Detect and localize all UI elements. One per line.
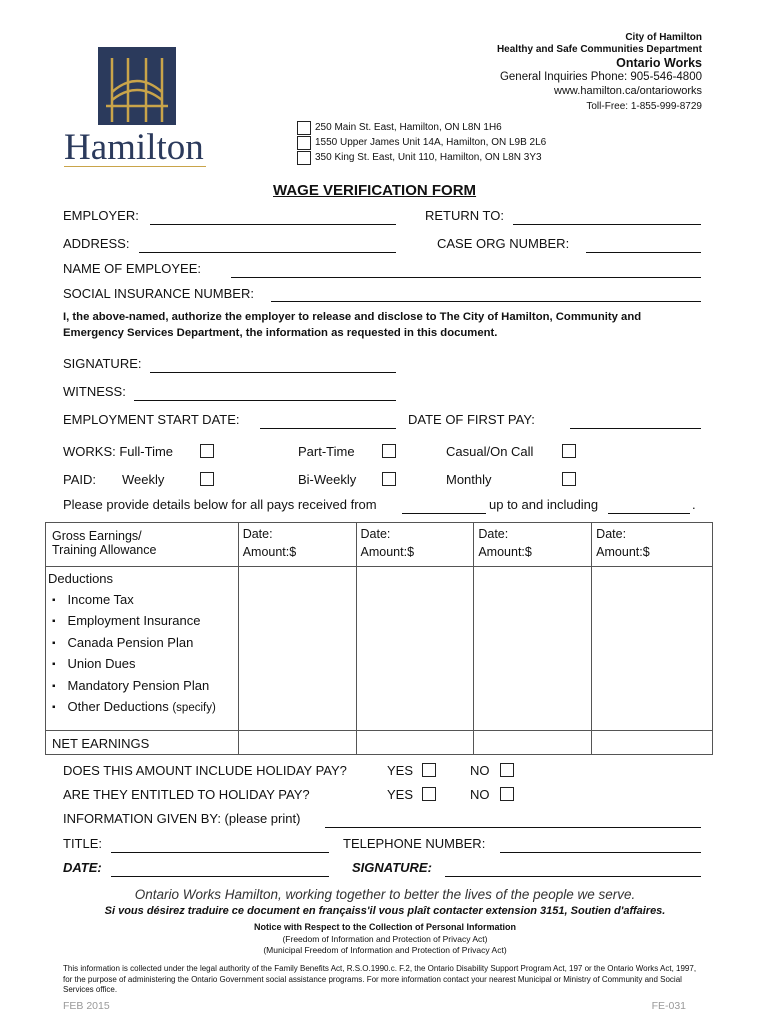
provide-details-text: Please provide details below for all pays received from bbox=[63, 497, 377, 512]
header-city: City of Hamilton bbox=[625, 32, 702, 43]
info-given-by-field[interactable] bbox=[325, 827, 701, 828]
telephone-label: TELEPHONE NUMBER: bbox=[343, 836, 486, 851]
address-label: ADDRESS: bbox=[63, 236, 130, 251]
deductions-list bbox=[46, 589, 238, 717]
logo-wordmark: Hamilton bbox=[64, 127, 204, 168]
header-department: Healthy and Safe Communities Department bbox=[496, 44, 702, 55]
part-time-label: Part-Time bbox=[298, 444, 355, 459]
first-pay-label: DATE OF FIRST PAY: bbox=[408, 412, 535, 427]
final-signature-label: SIGNATURE: bbox=[352, 860, 432, 875]
date-label: Date: bbox=[360, 527, 391, 541]
employee-name-field[interactable] bbox=[231, 277, 701, 278]
net-cell[interactable] bbox=[592, 731, 713, 755]
signature-label: SIGNATURE: bbox=[63, 356, 142, 371]
casual-checkbox[interactable] bbox=[562, 444, 576, 458]
office-3-checkbox[interactable] bbox=[297, 151, 311, 165]
up-to-text: up to and including bbox=[489, 497, 599, 512]
header-web: www.hamilton.ca/ontarioworks bbox=[554, 85, 702, 97]
form-title: WAGE VERIFICATION FORM bbox=[273, 182, 477, 199]
casual-label: Casual/On Call bbox=[446, 444, 534, 459]
other-deductions-label: Other Deductions bbox=[67, 698, 169, 714]
holiday-entitled-no-checkbox[interactable] bbox=[500, 787, 514, 801]
weekly-label: Weekly bbox=[122, 472, 165, 487]
monthly-checkbox[interactable] bbox=[562, 472, 576, 486]
employee-name-label: NAME OF EMPLOYEE: bbox=[63, 261, 201, 276]
deduction-cell[interactable] bbox=[474, 567, 592, 731]
slogan: Ontario Works Hamilton, working together to better the lives of the people we serve. bbox=[134, 887, 636, 902]
office-2-checkbox[interactable] bbox=[297, 136, 311, 150]
paid-label: PAID: bbox=[63, 472, 96, 487]
amount-label: Amount:$ bbox=[596, 545, 650, 559]
pay-col-3[interactable] bbox=[474, 523, 592, 567]
final-signature-field[interactable] bbox=[445, 876, 701, 877]
table-row bbox=[46, 523, 713, 567]
holiday-included-yes-label: YES bbox=[387, 763, 414, 778]
pay-to-field[interactable] bbox=[608, 513, 690, 514]
employer-field[interactable] bbox=[150, 224, 396, 225]
pay-from-field[interactable] bbox=[402, 513, 486, 514]
authorization-text: I, the above-named, authorize the employer to release and disclose to The City of Hamilton, Community and Emergency Services Department, the information as requested in this document. bbox=[63, 311, 642, 339]
title-label: TITLE: bbox=[63, 836, 103, 851]
deduction-cell[interactable] bbox=[356, 567, 474, 731]
table-row bbox=[46, 731, 713, 755]
table-row bbox=[46, 567, 713, 731]
start-date-label: EMPLOYMENT START DATE: bbox=[63, 412, 240, 427]
list-item: ▪ Employment Insurance bbox=[46, 610, 238, 631]
case-org-label: CASE ORG NUMBER: bbox=[437, 236, 570, 251]
gross-label: Gross Earnings/ bbox=[52, 529, 142, 543]
return-to-field[interactable] bbox=[513, 224, 701, 225]
title-field[interactable] bbox=[111, 852, 329, 853]
holiday-included-no-checkbox[interactable] bbox=[500, 763, 514, 777]
sin-label: SOCIAL INSURANCE NUMBER: bbox=[63, 286, 254, 301]
weekly-checkbox[interactable] bbox=[200, 472, 214, 486]
biweekly-checkbox[interactable] bbox=[382, 472, 396, 486]
employer-label: EMPLOYER: bbox=[63, 208, 139, 223]
deduction-cell[interactable] bbox=[592, 567, 713, 731]
amount-label: Amount:$ bbox=[242, 545, 297, 559]
privacy-notice-title: Notice with Respect to the Collection of Personal Information bbox=[253, 922, 517, 932]
legal-text: This information is collected under the legal authority of the Family Benefits Act, R.S.O.1990.c. F.2, the Ontario Disability Support Program Act, 197 or the Ontario Works Act, 1997, for the purpose of administering the Ontario Government social assistance programs. For more information contact your nearest Municipal or Ministry of Community and Social Services office. bbox=[63, 964, 697, 994]
net-cell[interactable] bbox=[474, 731, 592, 755]
list-item: ▪ Mandatory Pension Plan bbox=[46, 675, 238, 696]
privacy-act-1: (Freedom of Information and Protection of Privacy Act) bbox=[282, 934, 488, 944]
witness-label: WITNESS: bbox=[63, 384, 126, 399]
case-org-field[interactable] bbox=[586, 252, 701, 253]
form-date: FEB 2015 bbox=[63, 1000, 110, 1012]
logo-underline bbox=[64, 166, 206, 167]
return-to-label: RETURN TO: bbox=[425, 208, 504, 223]
amount-label: Amount:$ bbox=[360, 545, 415, 559]
monthly-label: Monthly bbox=[446, 472, 492, 487]
office-1-checkbox[interactable] bbox=[297, 121, 311, 135]
part-time-checkbox[interactable] bbox=[382, 444, 396, 458]
holiday-entitled-no-label: NO bbox=[470, 787, 490, 802]
deductions-label: Deductions bbox=[48, 571, 114, 586]
office-2-label: 1550 Upper James Unit 14A, Hamilton, ON L9B 2L6 bbox=[315, 137, 547, 148]
deduction-cell[interactable] bbox=[238, 567, 356, 731]
office-1-label: 250 Main St. East, Hamilton, ON L8N 1H6 bbox=[315, 122, 502, 133]
hamilton-crest-icon bbox=[62, 44, 212, 126]
header-phone: General Inquiries Phone: 905-546-4800 bbox=[499, 71, 702, 83]
start-date-field[interactable] bbox=[260, 428, 396, 429]
net-cell[interactable] bbox=[356, 731, 474, 755]
holiday-included-yes-checkbox[interactable] bbox=[422, 763, 436, 777]
holiday-entitled-yes-label: YES bbox=[387, 787, 414, 802]
net-earnings-label: NET EARNINGS bbox=[46, 731, 239, 755]
date-label: DATE: bbox=[63, 860, 102, 875]
list-item: ▪ Canada Pension Plan bbox=[46, 632, 238, 653]
pay-col-4[interactable] bbox=[592, 523, 713, 567]
period-text: . bbox=[692, 497, 696, 512]
hamilton-logo bbox=[62, 44, 212, 169]
full-time-checkbox[interactable] bbox=[200, 444, 214, 458]
first-pay-field[interactable] bbox=[570, 428, 701, 429]
holiday-included-no-label: NO bbox=[470, 763, 490, 778]
holiday-entitled-question: ARE THEY ENTITLED TO HOLIDAY PAY? bbox=[63, 787, 310, 802]
header-tollfree: Toll-Free: 1-855-999-8729 bbox=[586, 101, 702, 112]
specify-label: (specify) bbox=[172, 701, 216, 714]
date-label: Date: bbox=[478, 527, 509, 541]
amount-label: Amount:$ bbox=[478, 545, 532, 559]
pay-col-1[interactable] bbox=[238, 523, 356, 567]
office-3-label: 350 King St. East, Unit 110, Hamilton, ON L8N 3Y3 bbox=[315, 152, 542, 163]
training-label: Training Allowance bbox=[52, 543, 157, 557]
net-cell[interactable] bbox=[238, 731, 356, 755]
telephone-field[interactable] bbox=[500, 852, 701, 853]
sin-field[interactable] bbox=[271, 301, 701, 302]
holiday-entitled-yes-checkbox[interactable] bbox=[422, 787, 436, 801]
pay-col-2[interactable] bbox=[356, 523, 474, 567]
works-label: WORKS: Full-Time bbox=[63, 444, 174, 459]
pay-details-table bbox=[45, 522, 713, 755]
witness-field[interactable] bbox=[134, 400, 396, 401]
form-number: FE-031 bbox=[651, 1000, 686, 1012]
header-program: Ontario Works bbox=[616, 56, 702, 70]
date-field[interactable] bbox=[111, 876, 329, 877]
address-field[interactable] bbox=[139, 252, 396, 253]
signature-field[interactable] bbox=[150, 372, 396, 373]
holiday-included-question: DOES THIS AMOUNT INCLUDE HOLIDAY PAY? bbox=[63, 763, 347, 778]
french-notice: Si vous désirez traduire ce document en françaiss'il vous plaît contacter extension 3151, Soutien d'affaires. bbox=[104, 905, 666, 917]
date-label: Date: bbox=[596, 527, 627, 541]
privacy-act-2: (Municipal Freedom of Information and Protection of Privacy Act) bbox=[263, 945, 507, 955]
info-given-by-label: INFORMATION GIVEN BY: (please print) bbox=[63, 811, 301, 826]
list-item bbox=[46, 696, 238, 717]
list-item: ▪ Income Tax bbox=[46, 589, 238, 610]
biweekly-label: Bi-Weekly bbox=[298, 472, 357, 487]
date-label: Date: bbox=[242, 527, 273, 541]
list-item: ▪ Union Dues bbox=[46, 653, 238, 674]
